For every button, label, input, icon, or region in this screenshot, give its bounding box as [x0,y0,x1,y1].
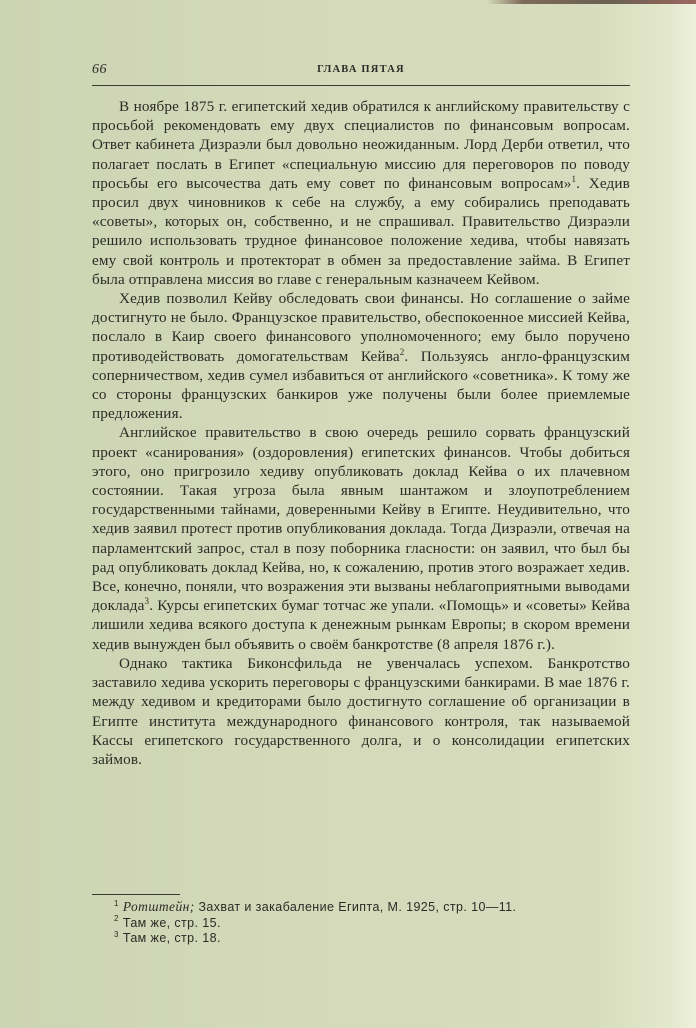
footnote-3 [114,931,634,947]
footnote-number: 3 [114,929,119,939]
paragraph-2 [92,289,630,423]
paragraph-text: Однако тактика Биконсфильда не увенчалась успехом. Банкротство заставило хедива ускорить переговоры с французскими банкирами. В мае 1876 г. между хедивом и кредиторами было достигнуто соглашение об организации в Египте института международного финансового контроля, так называемой Кассы египетского государственного долга, и о консолидации египетских займов. [92,654,630,768]
footnote-number: 2 [114,914,119,924]
header-rule [92,85,630,86]
footnote-2 [114,916,634,932]
paragraph-text: . Курсы египетских бумаг тотчас же упали. «Помощь» и «советы» Кейва лишили хедива всякого доступа к денежным рынкам Европы; в скором времени хедив вынужден был объявить о своём банкротстве (8 апреля 1876 г.). [92,597,630,653]
footnote-text: Захват и закабаление Египта, М. 1925, стр. 10—11. [194,900,517,914]
body-text [92,97,630,769]
footnotes [114,899,634,947]
footnote-author: Ротштейн; [122,899,195,914]
paragraph-3 [92,423,630,653]
paragraph-text: Английское правительство в свою очередь решило сорвать французский проект «санирования» (оздоровления) египетских финансов. Чтобы добиться этого, оно пригрозило хедиву опубликовать доклад Кейва о их плачевном состоянии. Такая угроза была явным шантажом и злоупотреблением государственными тайнами, доверенными Кейву в Египте. Неудивительно, что хедив заявил протест против опубликования доклада. Тогда Дизраэли, отвечая на парламентский запрос, стал в позу поборника гласности: он заявил, что был бы рад опубликовать доклад Кейва, но, к сожалению, против этого возражает хедив. Все, конечно, поняли, что возражения эти вызваны неблагоприятными выводами доклада [92,424,630,615]
paragraph-text: . Пользуясь англо-французским соперничеством, хедив сумел избавиться от английского «советника». К тому же со стороны французских банкиров уже получены были более приемлемые предложения. [92,347,630,423]
paragraph-text: . Хедив просил двух чиновников к себе на службу, а ему собирались преподавать «советы», которых он, собственно, и не спрашивал. Правительство Дизраэли решило использовать трудное финансовое положение хедива, чтобы навязать ему свой контроль и протекторат в обмен за предоставление займа. В Египет была отправлена миссия во главе с генеральным казначеем Кейвом. [92,174,630,288]
paragraph-text: В ноябре 1875 г. египетский хедив обратился к английскому правительству с просьбой рекомендовать ему двух специалистов по финансовым вопросам. Ответ кабинета Дизраэли был довольно неожиданным. Лорд Дерби ответил, что полагает послать в Египет «специальную миссию для переговоров по поводу просьбы его высочества дать ему совет по финансовым вопросам» [92,98,630,192]
footnote-text: Там же, стр. 18. [122,931,221,945]
footnote-1 [114,899,634,916]
footnote-rule [92,894,180,895]
footnote-ref-2: 2 [399,346,405,357]
footnote-ref-1: 1 [571,173,577,184]
footnote-text: Там же, стр. 15. [122,915,221,930]
chapter-title: ГЛАВА ПЯТАЯ [317,64,405,75]
scan-top-edge [0,0,696,4]
paragraph-1 [92,97,630,289]
paragraph-text: Хедив позволил Кейву обследовать свои финансы. Но соглашение о займе достигнуто не было. Французское правительство, обеспокоенное миссией Кейва, послало в Каир своего финансового уполномоченного; ему было поручено противодействовать домогательствам Кейва [92,290,630,365]
footnote-number: 1 [114,898,119,908]
footnote-ref-3: 3 [144,596,150,607]
running-head [92,62,630,78]
page-number: 66 [92,62,107,77]
paragraph-4 [92,654,630,769]
